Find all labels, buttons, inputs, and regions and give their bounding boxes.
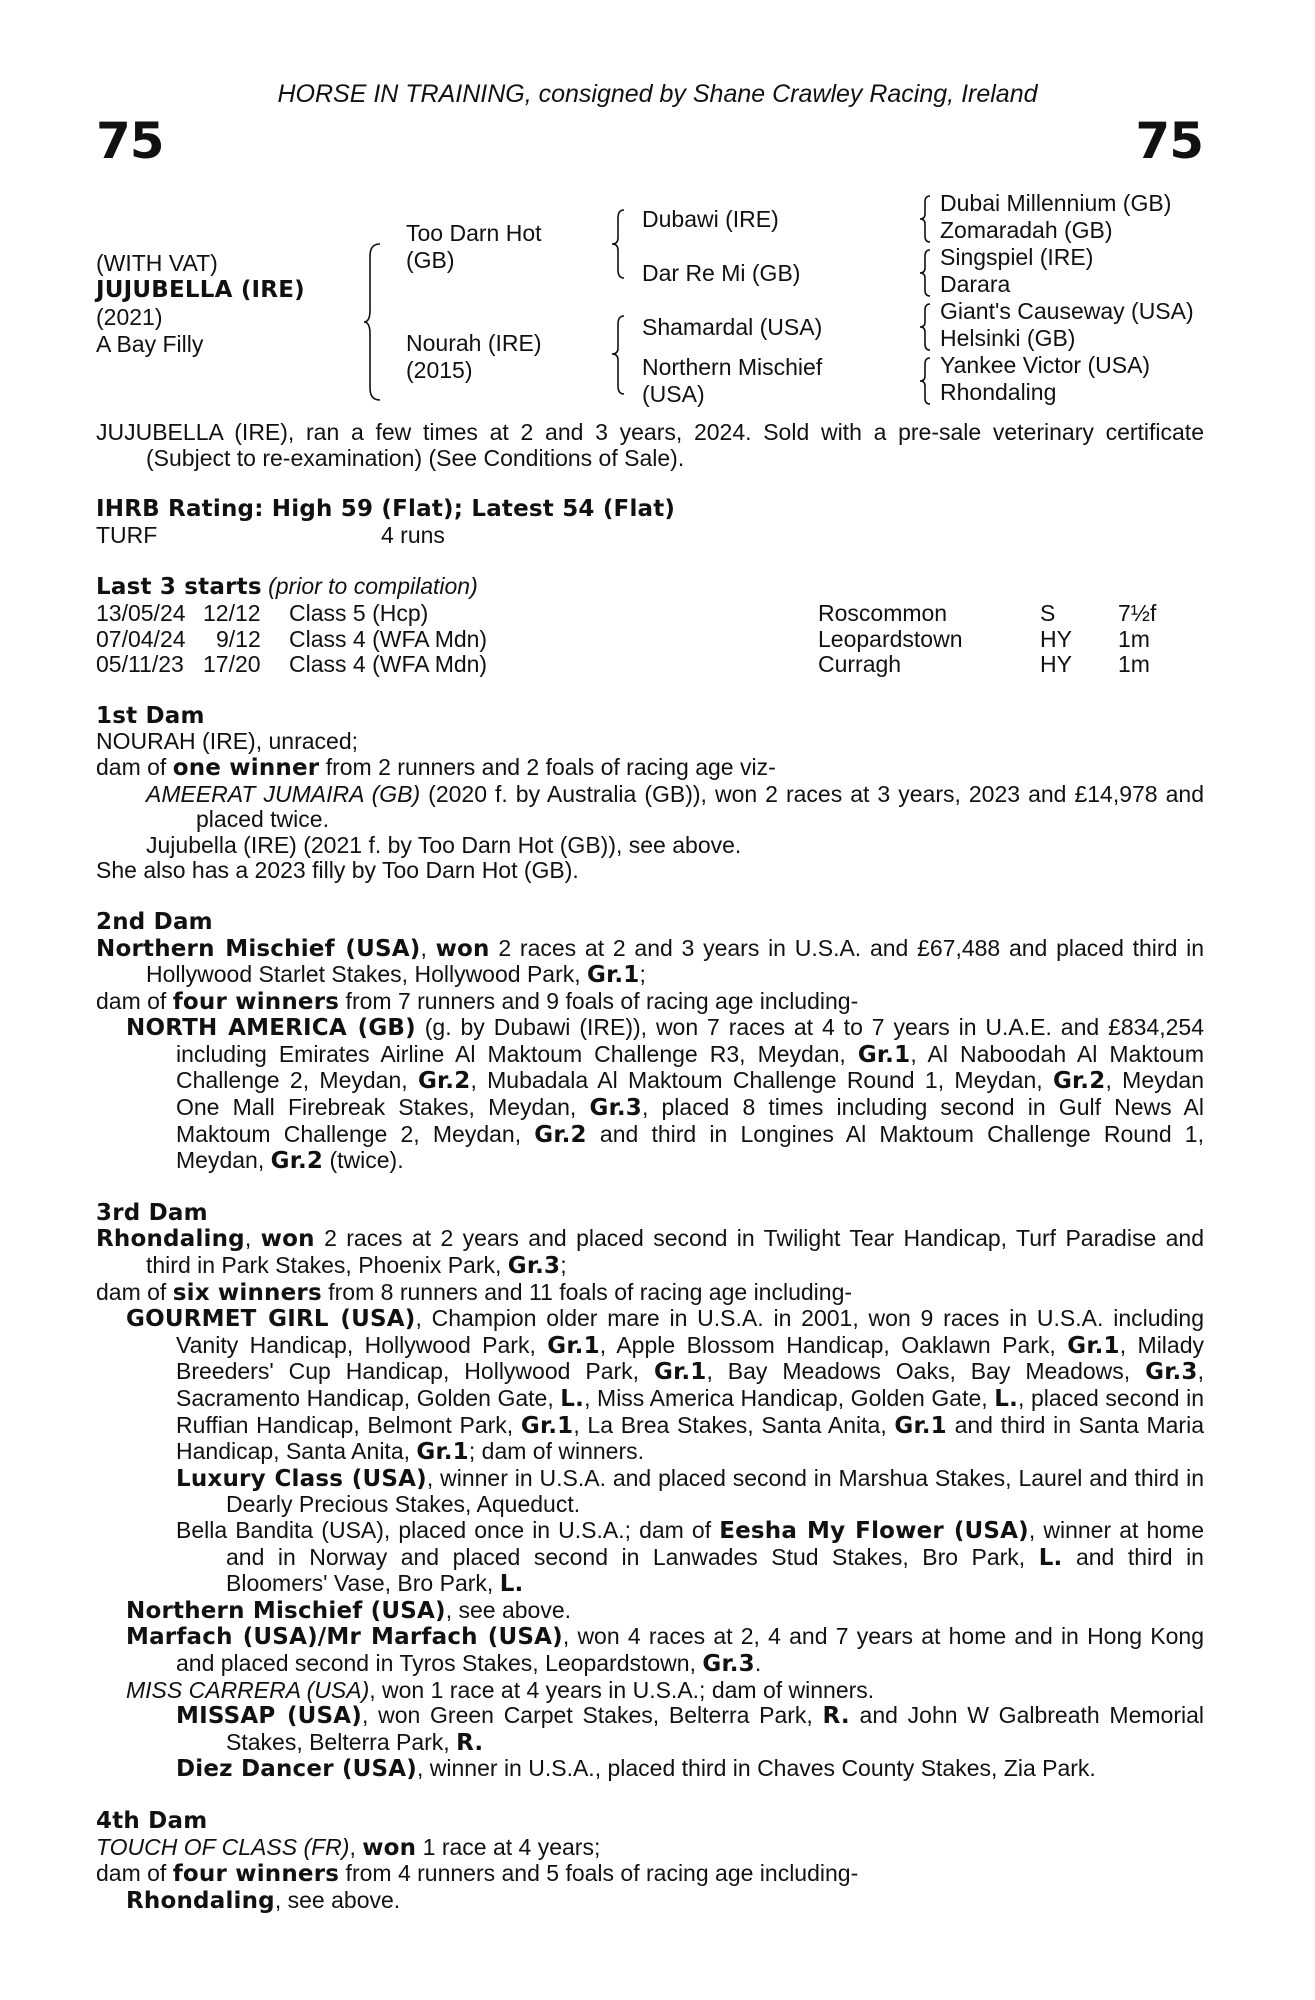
dam1-progeny: AMEERAT JUMAIRA (GB) (2020 f. by Australia (GB)), won 2 races at 3 years, 2023 and £14,978 and placed twice. xyxy=(146,780,1204,833)
rating-title: IHRB Rating: High 59 (Flat); Latest 54 (Flat) xyxy=(96,496,676,523)
pedigree-brace-dam xyxy=(612,314,632,396)
dam3-title: 3rd Dam xyxy=(96,1199,208,1226)
dam4-progeny: Rhondaling, see above. xyxy=(126,1886,401,1914)
dam3-grandprogeny: Diez Dancer (USA), winner in U.S.A., placed third in Chaves County Stakes, Zia Park. xyxy=(176,1755,1096,1783)
dam4-line: TOUCH OF CLASS (FR), won 1 race at 4 years; xyxy=(96,1833,601,1861)
horse-name: JUJUBELLA (IRE) xyxy=(96,277,305,303)
sss: Dubai Millennium (GB) xyxy=(940,190,1172,216)
dam2-title: 2nd Dam xyxy=(96,908,213,935)
ddd: Rhondaling xyxy=(940,379,1057,405)
dam1-line: NOURAH (IRE), unraced; xyxy=(96,728,359,755)
brace-ss xyxy=(920,194,936,244)
summary-paragraph: JUJUBELLA (IRE), ran a few times at 2 and 3 years, 2024. Sold with a pre-sale veterinary certificate (Subject to re-examination) (See Conditions of Sale). xyxy=(96,419,1204,471)
rating-row: TURF 4 runs xyxy=(96,521,445,548)
sire: Too Darn Hot (GB) xyxy=(406,220,542,273)
dam3-progeny: Marfach (USA)/Mr Marfach (USA), won 4 races at 2, 4 and 7 years at home and in Hong Kong and placed second in Tyros Stakes, Leopardstown, Gr.3. xyxy=(126,1623,1204,1677)
pedigree-table xyxy=(0,190,1315,415)
dam2-progeny-intro: dam of four winners from 7 runners and 9 foals of racing age including- xyxy=(96,987,859,1015)
start-row: 07/04/24 9/12 Class 4 (WFA Mdn) Leopardstown HY 1m xyxy=(96,625,1150,652)
starts-heading: Last 3 starts (prior to compilation) xyxy=(96,573,478,601)
dam4-title: 4th Dam xyxy=(96,1807,208,1834)
catalogue-body xyxy=(96,420,1204,1914)
start-row: 13/05/24 12/12 Class 5 (Hcp) Roscommon S 7½f xyxy=(96,599,1157,626)
dam3-progeny: Northern Mischief (USA), see above. xyxy=(126,1596,572,1624)
dam3-progeny: MISS CARRERA (USA), won 1 race at 4 years in U.S.A.; dam of winners. xyxy=(126,1676,875,1703)
dam3-progeny-intro: dam of six winners from 8 runners and 11 foals of racing age including- xyxy=(96,1278,853,1306)
brace-ds xyxy=(920,302,936,352)
dam4-progeny-intro: dam of four winners from 4 runners and 5 foals of racing age including- xyxy=(96,1860,859,1888)
dam: Nourah (IRE) (2015) xyxy=(406,330,542,383)
page-header: HORSE IN TRAINING, consigned by Shane Crawley Racing, Ireland xyxy=(277,80,1038,108)
horse-info xyxy=(96,250,305,358)
lot-number-right: 75 xyxy=(1135,112,1203,170)
dam3-progeny: GOURMET GIRL (USA), Champion older mare in U.S.A. in 2001, won 9 races in U.S.A. including Vanity Handicap, Hollywood Park, Gr.1, Apple Blossom Handicap, Oaklawn Park, Gr.1, Milady Breeders' Cup Handicap, Hollywood Park, Gr.1, Bay Meadows Oaks, Bay Meadows, Gr.3, Sacramento Handicap, Golden Gate, L., Miss America Handicap, Golden Gate, L., placed second in Ruffian Handicap, Belmont Park, Gr.1, La Brea Stakes, Santa Anita, Gr.1 and third in Santa Maria Handicap, Santa Anita, Gr.1; dam of winners. xyxy=(126,1305,1204,1466)
ssd: Zomaradah (GB) xyxy=(940,217,1113,243)
sire-sire: Dubawi (IRE) xyxy=(642,206,779,232)
dam2-line: Northern Mischief (USA), won 2 races at 2 and 3 years in U.S.A. and £67,488 and placed third in Hollywood Starlet Stakes, Hollywood Park, Gr.1; xyxy=(96,934,1205,989)
dam3-grandprogeny: MISSAP (USA), won Green Carpet Stakes, Belterra Park, R. and John W Galbreath Memorial Stakes, Belterra Park, R. xyxy=(176,1702,1204,1756)
third-generation xyxy=(940,190,1194,406)
horse-year: (2021) xyxy=(96,304,163,330)
dam1-note: She also has a 2023 filly by Too Darn Hot (GB). xyxy=(96,857,579,884)
dsd: Helsinki (GB) xyxy=(940,325,1076,351)
horse-description: A Bay Filly xyxy=(96,331,204,357)
vat-label: (WITH VAT) xyxy=(96,250,218,276)
pedigree-brace-main xyxy=(364,242,394,402)
lot-number-left: 75 xyxy=(96,112,164,170)
dam-dam: Northern Mischief (USA) xyxy=(642,354,823,407)
dam3-line: Rhondaling, won 2 races at 2 years and placed second in Twilight Tear Handicap, Turf Paradise and third in Park Stakes, Phoenix Park, Gr.3; xyxy=(96,1225,1205,1280)
dds: Yankee Victor (USA) xyxy=(940,352,1151,378)
dss: Giant's Causeway (USA) xyxy=(940,298,1194,324)
pedigree-brace-sire xyxy=(612,208,632,280)
dam-sire: Shamardal (USA) xyxy=(642,314,823,340)
brace-sd xyxy=(920,248,936,298)
sdd: Darara xyxy=(940,271,1011,297)
dam3-grandprogeny: Bella Bandita (USA), placed once in U.S.A.; dam of Eesha My Flower (USA), winner at home and in Norway and placed second in Lanwades Stud Stakes, Bro Park, L. and third in Bloomers' Vase, Bro Park, L. xyxy=(176,1516,1204,1598)
dam3-grandprogeny: Luxury Class (USA), winner in U.S.A. and placed second in Marshua Stakes, Laurel and third in Dearly Precious Stakes, Aqueduct. xyxy=(176,1464,1204,1518)
sire-dam: Dar Re Mi (GB) xyxy=(642,260,801,286)
dam2-progeny: NORTH AMERICA (GB) (g. by Dubawi (IRE)), won 7 races at 4 to 7 years in U.A.E. and £834,254 including Emirates Airline Al Maktoum Challenge R3, Meydan, Gr.1, Al Naboodah Al Maktoum Challenge 2, Meydan, Gr.2, Mubadala Al Maktoum Challenge Round 1, Meydan, Gr.2, Meydan One Mall Firebreak Stakes, Meydan, Gr.3, placed 8 times including second in Gulf News Al Maktoum Challenge 2, Meydan, Gr.2 and third in Longines Al Maktoum Challenge Round 1, Meydan, Gr.2 (twice). xyxy=(126,1014,1205,1175)
dam1-progeny: Jujubella (IRE) (2021 f. by Too Darn Hot (GB)), see above. xyxy=(146,831,742,858)
sds: Singspiel (IRE) xyxy=(940,244,1094,270)
start-row: 05/11/23 17/20 Class 4 (WFA Mdn) Curragh HY 1m xyxy=(96,651,1150,678)
dam1-title: 1st Dam xyxy=(96,702,205,729)
dam1-progeny-intro: dam of one winner from 2 runners and 2 foals of racing age viz- xyxy=(96,753,776,781)
brace-dd xyxy=(920,356,936,406)
